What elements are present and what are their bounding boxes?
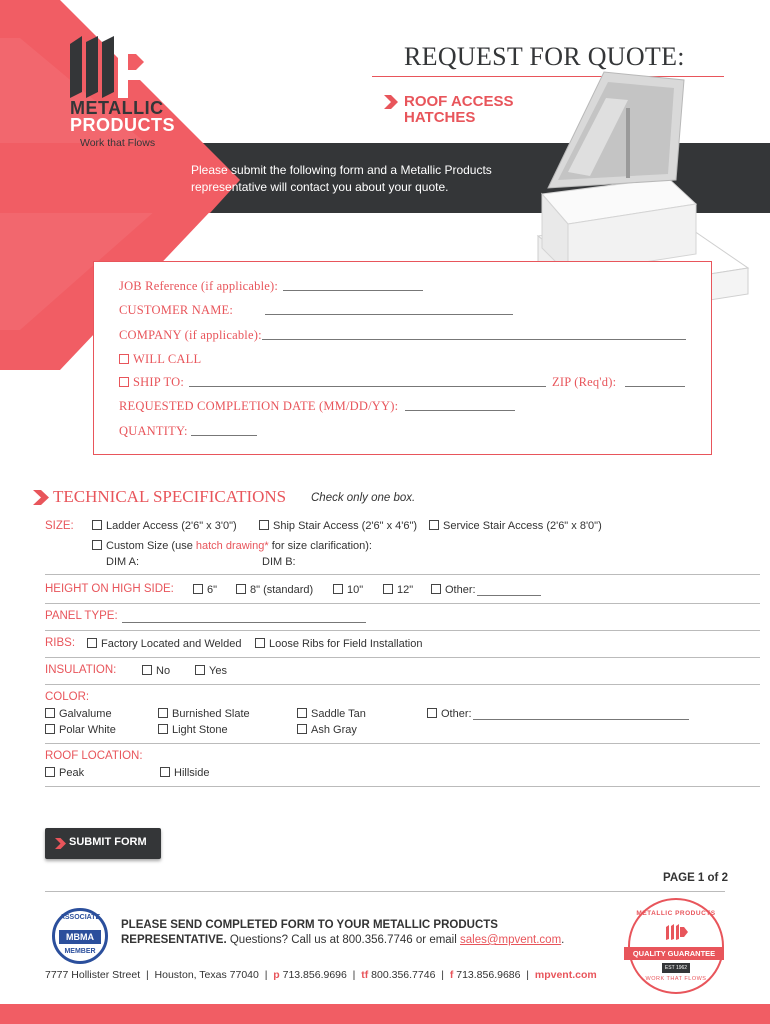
send-form-line2 (121, 934, 564, 946)
seal-center-text: MBMA (59, 930, 101, 944)
mp-logo-icon (666, 924, 688, 940)
completion-date-label: REQUESTED COMPLETION DATE (MM/DD/YY): (119, 399, 399, 413)
color-light-stone-checkbox[interactable] (158, 724, 168, 734)
color-option-polar-white (45, 724, 116, 736)
height-other-checkbox[interactable] (431, 584, 441, 594)
badge-bottom-text: WORK THAT FLOWS (645, 976, 707, 982)
color-light-stone-label: Light Stone (172, 724, 228, 736)
color-galvalume-checkbox[interactable] (45, 708, 55, 718)
height-10-label: 10" (347, 584, 364, 596)
city-state-zip: Houston, Texas 77040 (154, 969, 259, 981)
divider (45, 574, 760, 575)
roof-peak-checkbox[interactable] (45, 767, 55, 777)
color-option-burnished-slate (158, 708, 250, 720)
color-burnished-slate-checkbox[interactable] (158, 708, 168, 718)
will-call-row (119, 352, 201, 367)
panel-type-label: PANEL TYPE: (45, 610, 118, 622)
phone-number: 713.856.9696 (282, 969, 347, 981)
divider (45, 630, 760, 631)
quantity-field[interactable] (191, 435, 257, 436)
submit-form-button[interactable] (45, 828, 161, 859)
ribs-label: RIBS: (45, 637, 76, 649)
roof-option-peak (45, 767, 84, 779)
height-option-12 (383, 584, 413, 596)
height-6-label: 6" (207, 584, 218, 596)
email-link[interactable]: sales@mpvent.com (460, 934, 562, 946)
color-ash-gray-label: Ash Gray (311, 724, 357, 736)
height-option-other (431, 584, 476, 596)
banner-text-line1: Please submit the following form and a Metallic Products (191, 163, 492, 177)
height-8-label: 8" (standard) (250, 584, 314, 596)
color-polar-white-label: Polar White (59, 724, 116, 736)
insulation-no-label: No (156, 665, 171, 677)
company-label: COMPANY (if applicable): (119, 328, 262, 342)
height-option-10 (333, 584, 363, 596)
roof-location-label: ROOF LOCATION: (45, 750, 143, 762)
height-option-8 (236, 584, 313, 596)
ribs-factory-label: Factory Located and Welded (101, 638, 242, 650)
badge-arc-text: METALLIC PRODUCTS (636, 910, 716, 917)
badge-est: EST 1962 (662, 963, 690, 973)
roof-hillside-label: Hillside (174, 767, 210, 779)
mp-logo-icon (70, 36, 162, 98)
color-saddle-tan-checkbox[interactable] (297, 708, 307, 718)
height-12-label: 12" (397, 584, 414, 596)
page-divider (45, 891, 725, 892)
color-label: COLOR: (45, 691, 90, 703)
ship-stair-checkbox[interactable] (259, 520, 269, 530)
hatch-drawing-link[interactable]: hatch drawing* (195, 540, 269, 552)
roof-option-hillside (160, 767, 209, 779)
color-option-saddle-tan (297, 708, 366, 720)
color-galvalume-label: Galvalume (59, 708, 112, 720)
fax-label: f (449, 969, 454, 981)
divider (45, 743, 760, 744)
ship-to-field[interactable] (189, 386, 546, 387)
insulation-label: INSULATION: (45, 664, 117, 676)
banner-text-line2: representative will contact you about your quote. (191, 180, 449, 194)
color-burnished-slate-label: Burnished Slate (172, 708, 250, 720)
will-call-checkbox[interactable] (119, 354, 129, 364)
send-form-questions: Questions? Call us at 800.356.7746 or email (226, 934, 460, 946)
insulation-option-yes (195, 665, 227, 677)
ladder-access-checkbox[interactable] (92, 520, 102, 530)
will-call-label: WILL CALL (133, 352, 202, 366)
height-other-field[interactable] (477, 595, 541, 596)
phone-label: p (273, 969, 280, 981)
color-other-label: Other: (441, 708, 472, 720)
job-reference-field[interactable] (283, 290, 423, 291)
footer-accent-bar (0, 1004, 770, 1024)
ribs-loose-checkbox[interactable] (255, 638, 265, 648)
brand-name-line2: PRODUCTS (70, 115, 176, 135)
send-form-line1: PLEASE SEND COMPLETED FORM TO YOUR METALLIC PRODUCTS (121, 919, 498, 931)
street-address: 7777 Hollister Street (45, 969, 141, 981)
ship-stair-label: Ship Stair Access (2'6" x 4'6") (273, 520, 418, 532)
height-10-checkbox[interactable] (333, 584, 343, 594)
color-saddle-tan-label: Saddle Tan (311, 708, 366, 720)
product-line2: HATCHES (404, 109, 476, 126)
custom-size-checkbox[interactable] (92, 540, 102, 550)
website-link[interactable]: mpvent.com (534, 969, 597, 981)
chevron-right-icon (384, 95, 398, 109)
page-number: PAGE 1 of 2 (663, 872, 728, 884)
ribs-option-factory (87, 638, 241, 650)
color-option-light-stone (158, 724, 228, 736)
panel-type-field[interactable] (122, 622, 366, 623)
divider (45, 657, 760, 658)
submit-form-label: SUBMIT FORM (69, 836, 147, 848)
mbma-seal (52, 908, 108, 964)
size-option-ladder (92, 520, 237, 532)
insulation-no-checkbox[interactable] (142, 665, 152, 675)
color-option-galvalume (45, 708, 112, 720)
completion-date-field[interactable] (405, 410, 515, 411)
divider (45, 786, 760, 787)
tech-specs-title: TECHNICAL SPECIFICATIONS (53, 487, 287, 506)
ship-to-label: SHIP TO: (133, 375, 185, 389)
send-form-period: . (561, 934, 565, 946)
color-option-other (427, 708, 472, 720)
size-label: SIZE: (45, 520, 74, 532)
insulation-yes-label: Yes (209, 665, 227, 677)
custom-size-suffix: for size clarification): (268, 540, 372, 552)
seal-associate-text: ASSOCIATE (59, 914, 101, 921)
ladder-access-label: Ladder Access (2'6" x 3'0") (106, 520, 237, 532)
customer-name-label: CUSTOMER NAME: (119, 303, 234, 317)
service-stair-label: Service Stair Access (2'6" x 8'0") (443, 520, 602, 532)
brand-name-line1: METALLIC (70, 98, 164, 118)
chevron-right-icon (55, 838, 66, 849)
divider (45, 603, 760, 604)
height-6-checkbox[interactable] (193, 584, 203, 594)
size-option-ship-stair (259, 520, 417, 532)
height-12-checkbox[interactable] (383, 584, 393, 594)
zip-field[interactable] (625, 386, 685, 387)
ribs-factory-checkbox[interactable] (87, 638, 97, 648)
page-title: REQUEST FOR QUOTE: (404, 42, 685, 71)
insulation-option-no (142, 665, 170, 677)
tech-specs-note: Check only one box. (311, 492, 416, 504)
tollfree-number: 800.356.7746 (371, 969, 436, 981)
height-option-6 (193, 584, 217, 596)
badge-banner: QUALITY GUARANTEE (624, 947, 724, 960)
job-reference-label: JOB Reference (if applicable): (119, 279, 279, 293)
brand-tagline: Work that Flows (80, 137, 156, 149)
dim-a-label: DIM A: (106, 556, 140, 568)
height-other-label: Other: (445, 584, 476, 596)
color-other-checkbox[interactable] (427, 708, 437, 718)
chevron-right-icon (33, 490, 49, 505)
ship-to-checkbox[interactable] (119, 377, 129, 387)
color-option-ash-gray (297, 724, 357, 736)
fax-number: 713.856.9686 (456, 969, 521, 981)
custom-size-prefix: Custom Size (use (106, 540, 196, 552)
customer-name-field[interactable] (265, 314, 513, 315)
color-polar-white-checkbox[interactable] (45, 724, 55, 734)
zip-label: ZIP (Req'd): (552, 375, 617, 389)
company-field[interactable] (262, 339, 686, 340)
service-stair-checkbox[interactable] (429, 520, 439, 530)
roof-hillside-checkbox[interactable] (160, 767, 170, 777)
seal-member-text: MEMBER (64, 948, 96, 955)
size-option-custom (92, 540, 372, 552)
quantity-label: QUANTITY: (119, 424, 188, 438)
roof-peak-label: Peak (59, 767, 85, 779)
height-8-checkbox[interactable] (236, 584, 246, 594)
color-ash-gray-checkbox[interactable] (297, 724, 307, 734)
color-other-field[interactable] (473, 719, 689, 720)
size-option-service-stair (429, 520, 602, 532)
insulation-yes-checkbox[interactable] (195, 665, 205, 675)
divider (45, 684, 760, 685)
quality-guarantee-badge (628, 898, 724, 994)
send-form-representative: REPRESENTATIVE. (121, 934, 227, 946)
address-line: 7777 Hollister Street | Houston, Texas 77040 | p 713.856.9696 | tf 800.356.7746 | f 713.856.9686 | mpvent.com (45, 969, 597, 981)
product-line1: ROOF ACCESS (404, 93, 514, 110)
dim-b-label: DIM B: (262, 556, 296, 568)
tollfree-label: tf (361, 969, 369, 981)
ribs-loose-label: Loose Ribs for Field Installation (269, 638, 423, 650)
height-label: HEIGHT ON HIGH SIDE: (45, 583, 174, 595)
ribs-option-loose (255, 638, 422, 650)
ship-to-row (119, 375, 184, 390)
